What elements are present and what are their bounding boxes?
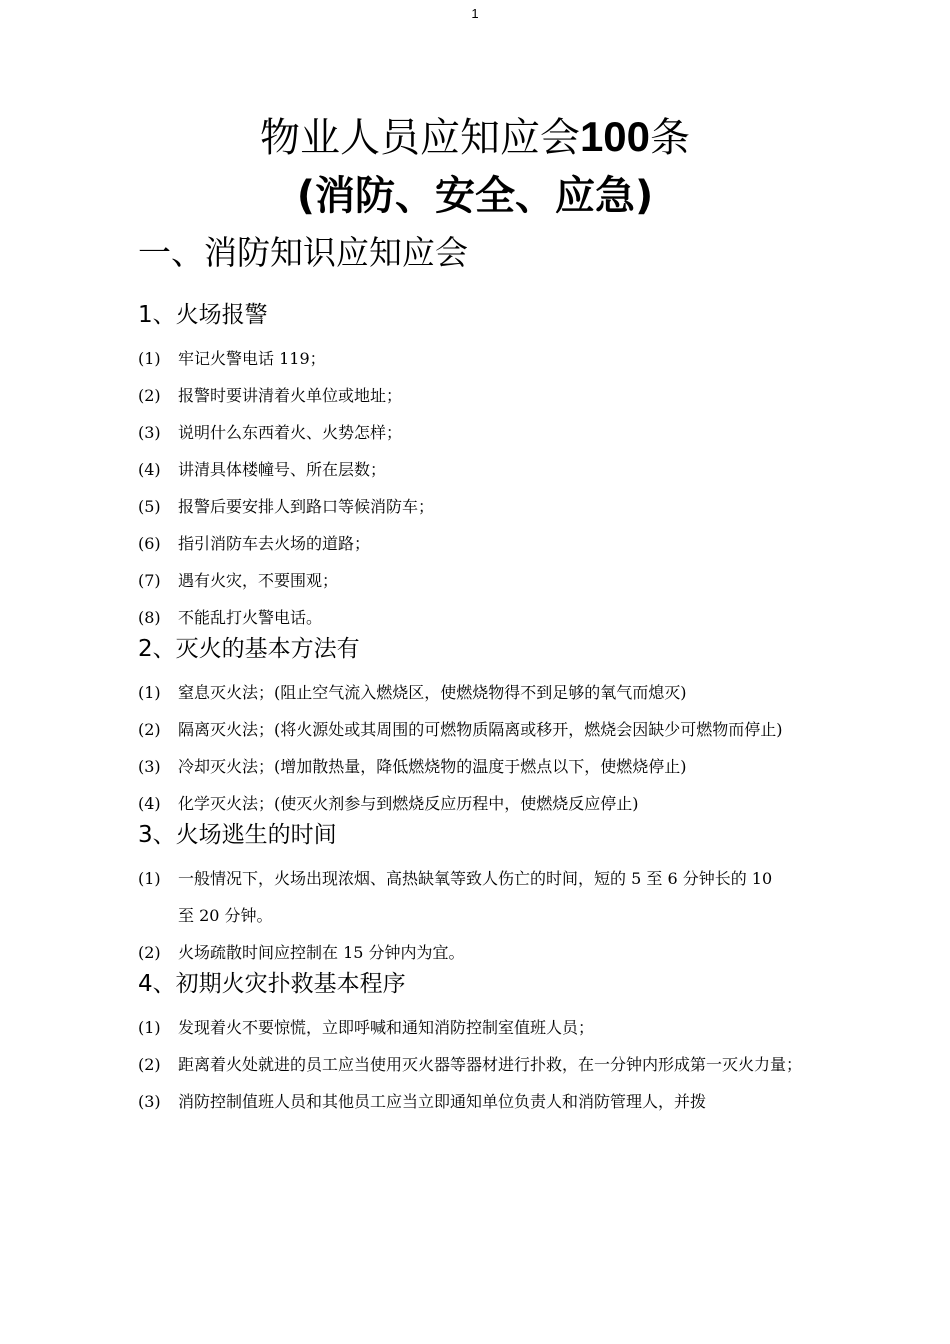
page-number: 1 bbox=[471, 6, 479, 21]
list-item bbox=[138, 340, 828, 377]
list-item bbox=[138, 748, 828, 785]
section-extinguishing-methods bbox=[138, 636, 828, 822]
item-number: (5) bbox=[138, 497, 161, 516]
item-text: 火场疏散时间应控制在 15 分钟内为宜。 bbox=[178, 943, 465, 962]
item-number: (4) bbox=[138, 460, 161, 479]
item-text: 不能乱打火警电话。 bbox=[178, 608, 323, 627]
item-text: 化学灭火法；(使灭火剂参与到燃烧反应历程中，使燃烧反应停止) bbox=[178, 794, 639, 813]
item-text: 消防控制值班人员和其他员工应当立即通知单位负责人和消防管理人，并拨 bbox=[178, 1092, 707, 1111]
list-item bbox=[138, 934, 828, 971]
list-item bbox=[138, 562, 828, 599]
section-heading: 2、灭火的基本方法有 bbox=[138, 636, 360, 662]
item-number: (2) bbox=[138, 386, 161, 405]
item-number: (7) bbox=[138, 571, 161, 590]
item-number: (2) bbox=[138, 720, 161, 739]
item-number: (1) bbox=[138, 1018, 161, 1037]
item-number: (2) bbox=[138, 1055, 161, 1074]
section-initial-fire-procedure bbox=[138, 971, 828, 1120]
item-text: 隔离灭火法；(将火源处或其周围的可燃物质隔离或移开，燃烧会因缺少可燃物而停止) bbox=[178, 720, 783, 739]
document-title bbox=[0, 113, 950, 161]
title-number: 100 bbox=[579, 113, 651, 160]
item-text: 一般情况下，火场出现浓烟、高热缺氧等致人伤亡的时间，短的 5 至 6 分钟长的 10 至 20 分钟。 bbox=[178, 869, 773, 925]
document-subtitle: (消防、安全、应急) bbox=[296, 173, 654, 219]
list-item bbox=[138, 488, 828, 525]
item-number: (6) bbox=[138, 534, 161, 553]
document-body bbox=[138, 302, 828, 1120]
item-text: 报警时要讲清着火单位或地址； bbox=[178, 386, 403, 405]
list-item bbox=[138, 599, 828, 636]
title-suffix: 条 bbox=[650, 115, 691, 161]
item-text: 窒息灭火法；(阻止空气流入燃烧区，使燃烧物得不到足够的氧气而熄灭) bbox=[178, 683, 687, 702]
list-item bbox=[138, 377, 828, 414]
item-number: (1) bbox=[138, 349, 161, 368]
item-text: 牢记火警电话 119； bbox=[178, 349, 326, 368]
list-item bbox=[138, 785, 828, 822]
item-number: (4) bbox=[138, 794, 161, 813]
list-item bbox=[138, 451, 828, 488]
item-number: (2) bbox=[138, 943, 161, 962]
item-number: (1) bbox=[138, 683, 161, 702]
section-escape-time bbox=[138, 822, 828, 971]
section-fire-alarm bbox=[138, 302, 828, 636]
item-text: 距离着火处就进的员工应当使用灭火器等器材进行扑救，在一分钟内形成第一灭火力量； bbox=[178, 1055, 803, 1074]
item-number: (3) bbox=[138, 423, 161, 442]
item-number: (1) bbox=[138, 869, 161, 888]
list-item bbox=[138, 414, 828, 451]
item-text: 报警后要安排人到路口等候消防车； bbox=[178, 497, 435, 516]
section-heading: 4、初期火灾扑救基本程序 bbox=[138, 971, 406, 997]
item-text: 发现着火不要惊慌，立即呼喊和通知消防控制室值班人员； bbox=[178, 1018, 595, 1037]
list-item bbox=[138, 525, 828, 562]
list-item bbox=[138, 860, 828, 934]
list-item bbox=[138, 674, 828, 711]
item-number: (8) bbox=[138, 608, 161, 627]
section-heading: 1、火场报警 bbox=[138, 302, 268, 328]
item-number: (3) bbox=[138, 1092, 161, 1111]
item-text: 讲清具体楼幢号、所在层数； bbox=[178, 460, 387, 479]
section-heading: 3、火场逃生的时间 bbox=[138, 822, 337, 848]
item-text: 冷却灭火法；(增加散热量，降低燃烧物的温度于燃点以下，使燃烧停止) bbox=[178, 757, 687, 776]
chapter-heading: 一、消防知识应知应会 bbox=[138, 233, 468, 272]
list-item bbox=[138, 1009, 828, 1046]
list-item bbox=[138, 711, 828, 748]
title-prefix: 物业人员应知应会 bbox=[259, 115, 580, 161]
list-item bbox=[138, 1083, 828, 1120]
item-text: 指引消防车去火场的道路； bbox=[178, 534, 371, 553]
list-item bbox=[138, 1046, 828, 1083]
item-text: 遇有火灾，不要围观； bbox=[178, 571, 339, 590]
item-number: (3) bbox=[138, 757, 161, 776]
item-text: 说明什么东西着火、火势怎样； bbox=[178, 423, 403, 442]
